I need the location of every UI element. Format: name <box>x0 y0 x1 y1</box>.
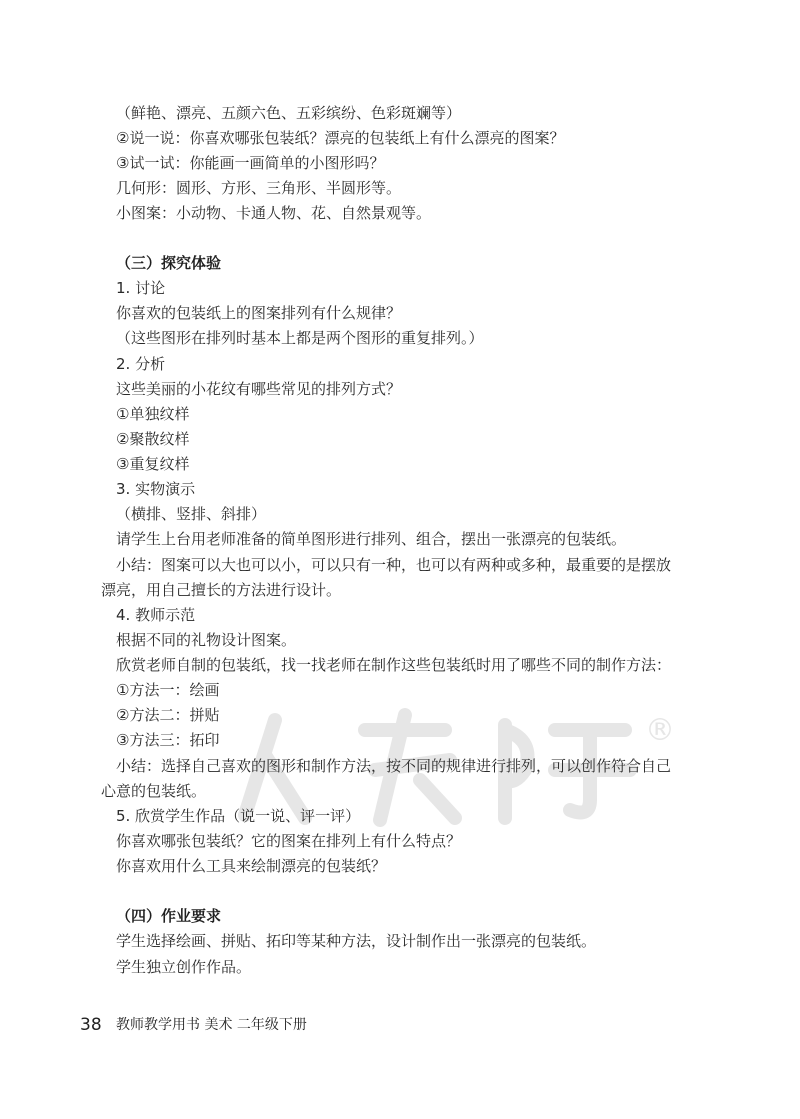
summary-line-continued: 心意的包装纸。 <box>101 782 207 800</box>
text-line: 你喜欢哪张包装纸？它的图案在排列上有什么特点？ <box>116 832 462 850</box>
text-line: 这些美丽的小花纹有哪些常见的排列方式？ <box>116 380 402 398</box>
list-item: ①单独纹样 <box>116 405 190 423</box>
list-item: ③方法三：拓印 <box>116 731 220 749</box>
summary-line: 小结：图案可以大也可以小，可以只有一种，也可以有两种或多种，最重要的是摆放 <box>116 556 672 574</box>
text-line: 请学生上台用老师准备的简单图形进行排列、组合，摆出一张漂亮的包装纸。 <box>116 530 627 548</box>
text-line: 几何形：圆形、方形、三角形、半圆形等。 <box>116 179 402 197</box>
subsection-heading: 5. 欣赏学生作品（说一说、评一评） <box>116 807 361 825</box>
text-line: 欣赏老师自制的包装纸，找一找老师在制作这些包装纸时用了哪些不同的制作方法： <box>116 656 672 674</box>
registered-mark: ® <box>645 713 675 748</box>
text-line: 学生选择绘画、拼贴、拓印等某种方法，设计制作出一张漂亮的包装纸。 <box>116 932 597 950</box>
list-item: ②方法二：拼贴 <box>116 706 220 724</box>
page-number: 38 <box>80 1015 102 1035</box>
text-line: 你喜欢的包装纸上的图案排列有什么规律？ <box>116 304 402 322</box>
text-line: （横排、竖排、斜排） <box>116 505 267 523</box>
text-line: 根据不同的礼物设计图案。 <box>116 631 297 649</box>
text-line: （这些图形在排列时基本上都是两个图形的重复排列。） <box>116 329 484 347</box>
list-item: ②聚散纹样 <box>116 430 190 448</box>
summary-line: 小结：选择自己喜欢的图形和制作方法，按不同的规律进行排列，可以创作符合自己 <box>116 757 672 775</box>
subsection-heading: 4. 教师示范 <box>116 606 196 624</box>
text-line: 你喜欢用什么工具来绘制漂亮的包装纸？ <box>116 857 387 875</box>
section-heading: （三）探究体验 <box>116 254 222 272</box>
subsection-heading: 2. 分析 <box>116 355 166 373</box>
book-title: 教师教学用书 美术 二年级下册 <box>116 1017 307 1033</box>
text-line: （鲜艳、漂亮、五颜六色、五彩缤纷、色彩斑斓等） <box>116 104 462 122</box>
subsection-heading: 3. 实物演示 <box>116 480 196 498</box>
text-line: 小图案：小动物、卡通人物、花、自然景观等。 <box>116 204 432 222</box>
text-line: 学生独立创作作品。 <box>116 958 252 976</box>
text-line: ③试一试：你能画一画简单的小图形吗？ <box>116 154 385 172</box>
section-heading: （四）作业要求 <box>116 907 222 925</box>
text-line: ②说一说：你喜欢哪张包装纸？漂亮的包装纸上有什么漂亮的图案？ <box>116 129 565 147</box>
summary-line-continued: 漂亮，用自己擅长的方法进行设计。 <box>101 581 342 599</box>
subsection-heading: 1. 讨论 <box>116 279 166 297</box>
list-item: ①方法一：绘画 <box>116 681 220 699</box>
list-item: ③重复纹样 <box>116 455 190 473</box>
